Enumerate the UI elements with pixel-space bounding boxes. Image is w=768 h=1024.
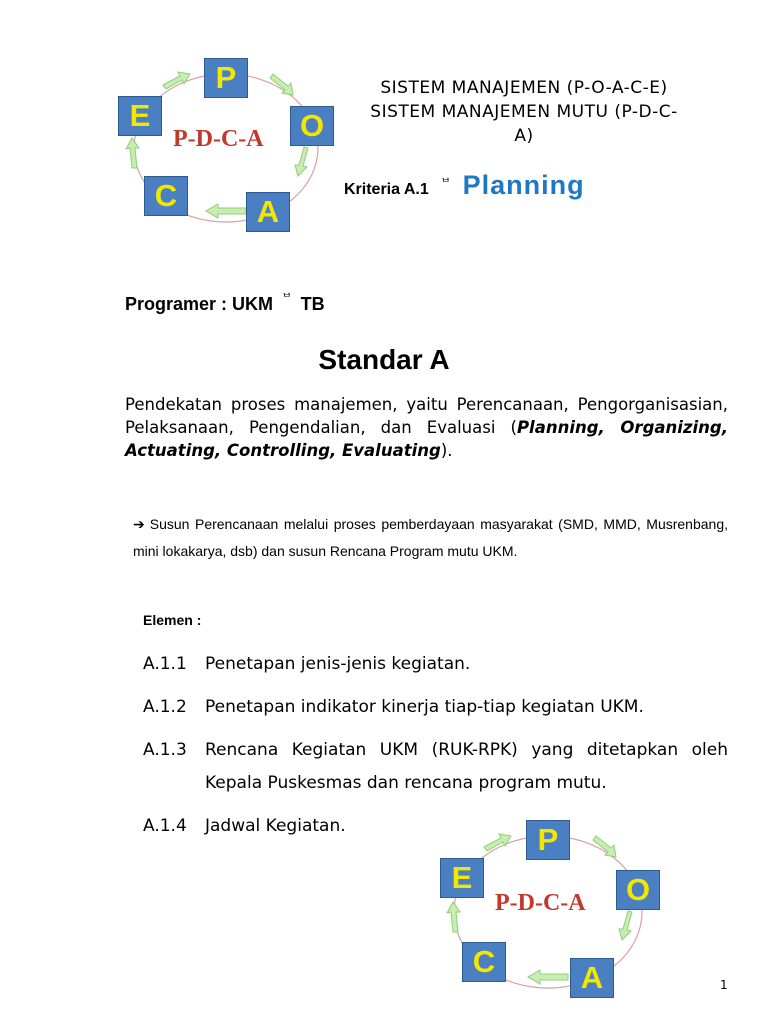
cycle-box-p: P (526, 820, 570, 860)
element-text: Jadwal Kegiatan. (205, 816, 346, 836)
programer-line (125, 290, 325, 315)
pdca-cycle-diagram-bottom (438, 820, 662, 996)
kriteria-label: Kriteria A.1 (344, 181, 429, 198)
element-item (143, 648, 728, 681)
page-number: 1 (720, 978, 728, 992)
element-number: A.1.4 (143, 816, 187, 836)
cycle-box-a: A (246, 192, 290, 232)
standar-title: Standar A (318, 344, 450, 375)
header-title-line2: SISTEM MANAJEMEN MUTU (P-D-C- (370, 102, 678, 122)
intro-closing: ). (440, 441, 453, 460)
cycle-box-p: P (204, 58, 248, 98)
element-item (143, 691, 728, 724)
element-text: Penetapan jenis-jenis kegiatan. (205, 654, 471, 674)
arrow-point-paragraph (133, 511, 728, 564)
programer-label: Programer : UKM (125, 294, 274, 314)
cycle-box-a: A (570, 958, 614, 998)
cycle-box-c: C (462, 942, 506, 982)
intro-italic-terms: Planning, Organizing, Actuating, Controlling, Evaluating (125, 418, 728, 460)
header-title-line1: SISTEM MANAJEMEN (P-O-A-C-E) (380, 78, 668, 98)
programer-symbol: ᄇ (281, 292, 293, 306)
element-number: A.1.1 (143, 654, 187, 674)
programer-value: TB (300, 294, 325, 314)
cycle-box-e: E (118, 96, 162, 136)
cycle-center-label: P-D-C-A (173, 126, 264, 152)
cycle-box-c: C (144, 176, 188, 216)
header-title-line3: A) (514, 126, 534, 146)
cycle-box-o: O (616, 870, 660, 910)
element-number: A.1.3 (143, 740, 187, 760)
kriteria-heading (344, 170, 585, 201)
kriteria-symbol: ᄇ (439, 177, 452, 191)
intro-paragraph (125, 393, 728, 462)
element-text: Penetapan indikator kinerja tiap-tiap kegiatan UKM. (205, 697, 644, 717)
arrow-right-icon: ➔ (133, 516, 145, 532)
cycle-center-label: P-D-C-A (495, 890, 586, 916)
arrow-point-text: Susun Perencanaan melalui proses pemberdayaan masyarakat (SMD, MMD, Musrenbang, mini lokakarya, dsb) dan susun Rencana Program mutu UKM. (133, 516, 728, 559)
kriteria-title: Planning (462, 170, 585, 200)
elemen-label: Elemen : (143, 612, 202, 628)
element-item (143, 734, 728, 800)
intro-text: Pendekatan proses manajemen, yaitu Perencanaan, Pengorganisasian, Pelaksanaan, Pengendalian, dan Evaluasi ( (125, 395, 728, 437)
cycle-box-e: E (440, 858, 484, 898)
pdca-cycle-diagram-top (118, 58, 338, 230)
element-number: A.1.2 (143, 697, 187, 717)
cycle-box-o: O (290, 106, 334, 146)
element-text: Rencana Kegiatan UKM (RUK-RPK) yang ditetapkan oleh Kepala Puskesmas dan rencana program mutu. (205, 740, 728, 793)
